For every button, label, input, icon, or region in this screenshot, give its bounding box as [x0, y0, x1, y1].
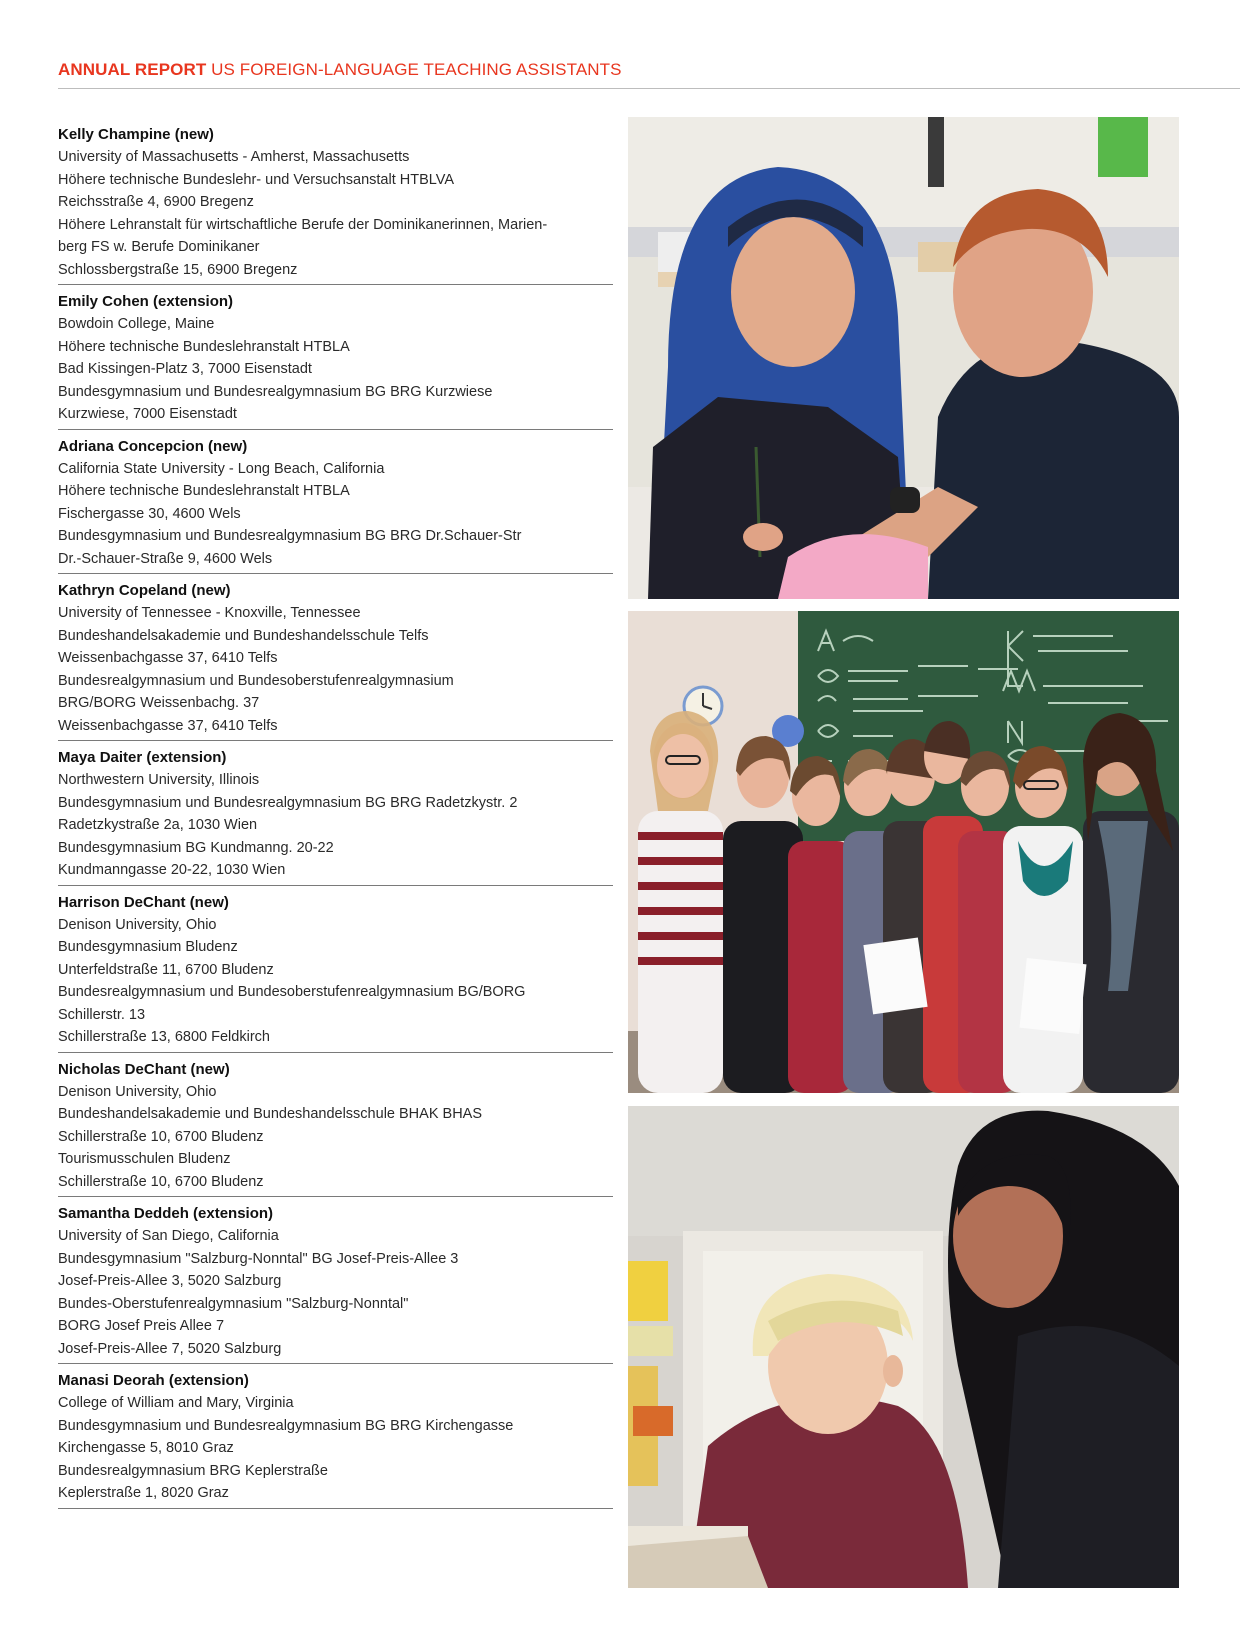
entry-line: Schillerstr. 13	[58, 1006, 146, 1023]
header-annual-report: ANNUAL REPORT	[58, 60, 207, 79]
entry-line: Schlossbergstraße 15, 6900 Bregenz	[58, 261, 298, 278]
header-rule	[58, 88, 1240, 89]
entry-line: Bundesgymnasium und Bundesrealgymnasium BG BRG Dr.Schauer-Str	[58, 528, 522, 544]
assistant-list	[58, 124, 613, 1515]
entry-line: Josef-Preis-Allee 7, 5020 Salzburg	[58, 1340, 282, 1357]
entry-line: Schillerstraße 10, 6700 Bludenz	[58, 1128, 264, 1145]
entry-line: Bad Kissingen-Platz 3, 7000 Eisenstadt	[58, 361, 312, 377]
entry-line: BORG Josef Preis Allee 7	[58, 1318, 225, 1334]
assistant-entry	[58, 747, 613, 886]
entry-line: Fischergasse 30, 4600 Wels	[58, 505, 241, 522]
assistant-entry	[58, 124, 613, 285]
entry-line: Reichsstraße 4, 6900 Bregenz	[58, 194, 254, 210]
entry-line: Bundesgymnasium BG Kundmanng. 20-22	[58, 839, 334, 856]
header-subtitle: US FOREIGN-LANGUAGE TEACHING ASSISTANTS	[211, 60, 622, 79]
photo-classroom-tutoring	[628, 117, 1179, 599]
entry-line: Bundesgymnasium Bludenz	[58, 939, 238, 955]
entry-line: Höhere technische Bundeslehr- und Versuchsanstalt HTBLVA	[58, 171, 455, 188]
entry-line: Unterfeldstraße 11, 6700 Bludenz	[58, 961, 274, 978]
entry-line: Denison University, Ohio	[58, 916, 217, 933]
assistant-entry	[58, 1203, 613, 1364]
entry-line: Höhere technische Bundeslehranstalt HTBLA	[58, 338, 350, 355]
entry-line: Kurzwiese, 7000 Eisenstadt	[58, 406, 237, 422]
entry-line: Höhere technische Bundeslehranstalt HTBLA	[58, 483, 350, 499]
photo-group-chalkboard	[628, 611, 1179, 1093]
assistant-name: Maya Daiter (extension)	[58, 749, 227, 766]
entry-line: Josef-Preis-Allee 3, 5020 Salzburg	[58, 1273, 282, 1289]
entry-line: Bundesrealgymnasium BRG Keplerstraße	[58, 1462, 328, 1479]
entry-line: Northwestern University, Illinois	[58, 772, 260, 788]
entry-line: Bowdoin College, Maine	[58, 316, 215, 332]
entry-line: College of William and Mary, Virginia	[58, 1395, 294, 1411]
assistant-entry	[58, 1059, 613, 1198]
assistant-name: Samantha Deddeh (extension)	[58, 1205, 274, 1222]
entry-line: Bundesrealgymnasium und Bundesoberstufenrealgymnasium BG/BORG	[58, 984, 526, 1000]
assistant-name: Nicholas DeChant (new)	[58, 1060, 230, 1078]
photo-individual-help	[628, 1106, 1179, 1588]
entry-line: University of Massachusetts - Amherst, Massachusetts	[58, 149, 410, 165]
entry-line: Bundesrealgymnasium und Bundesoberstufenrealgymnasium	[58, 672, 454, 689]
entry-line: Kirchengasse 5, 8010 Graz	[58, 1440, 234, 1456]
assistant-name: Adriana Concepcion (new)	[58, 437, 248, 455]
assistant-name: Kelly Champine (new)	[58, 126, 214, 143]
entry-line: Bundes-Oberstufenrealgymnasium "Salzburg-Nonntal"	[58, 1295, 409, 1312]
entry-line: University of Tennessee - Knoxville, Tennessee	[58, 605, 361, 621]
entry-line: Bundeshandelsakademie und Bundeshandelsschule Telfs	[58, 627, 429, 644]
assistant-entry	[58, 1370, 613, 1509]
page-header	[58, 60, 622, 80]
entry-line: Bundesgymnasium und Bundesrealgymnasium BG BRG Radetzkystr. 2	[58, 794, 518, 811]
entry-line: Bundesgymnasium "Salzburg-Nonntal" BG Josef-Preis-Allee 3	[58, 1250, 459, 1267]
assistant-name: Emily Cohen (extension)	[58, 293, 234, 310]
assistant-name: Kathryn Copeland (new)	[58, 582, 231, 599]
entry-line: Keplerstraße 1, 8020 Graz	[58, 1485, 229, 1501]
entry-line: Kundmanngasse 20-22, 1030 Wien	[58, 862, 286, 878]
entry-line: Weissenbachgasse 37, 6410 Telfs	[58, 650, 278, 666]
entry-line: Bundesgymnasium und Bundesrealgymnasium BG BRG Kurzwiese	[58, 383, 493, 400]
assistant-name: Harrison DeChant (new)	[58, 893, 229, 911]
entry-line: University of San Diego, California	[58, 1228, 279, 1244]
entry-line: Radetzkystraße 2a, 1030 Wien	[58, 817, 258, 833]
assistant-entry	[58, 291, 613, 430]
entry-line: Schillerstraße 13, 6800 Feldkirch	[58, 1029, 270, 1045]
assistant-entry	[58, 580, 613, 741]
entry-line: Denison University, Ohio	[58, 1083, 217, 1100]
entry-line: Dr.-Schauer-Straße 9, 4600 Wels	[58, 550, 273, 567]
entry-line: berg FS w. Berufe Dominikaner	[58, 239, 260, 255]
entry-line: Weissenbachgasse 37, 6410 Telfs	[58, 717, 278, 734]
entry-line: Schillerstraße 10, 6700 Bludenz	[58, 1173, 264, 1190]
entry-line: BRG/BORG Weissenbachg. 37	[58, 695, 260, 711]
entry-line: California State University - Long Beach, California	[58, 460, 385, 477]
entry-line: Tourismusschulen Bludenz	[58, 1151, 231, 1167]
entry-line: Bundesgymnasium und Bundesrealgymnasium BG BRG Kirchengasse	[58, 1417, 514, 1434]
entry-line: Höhere Lehranstalt für wirtschaftliche Berufe der Dominikanerinnen, Marien-	[58, 216, 548, 233]
entry-line: Bundeshandelsakademie und Bundeshandelsschule BHAK BHAS	[58, 1106, 483, 1122]
assistant-entry	[58, 892, 613, 1053]
assistant-entry	[58, 436, 613, 575]
assistant-name: Manasi Deorah (extension)	[58, 1372, 249, 1389]
